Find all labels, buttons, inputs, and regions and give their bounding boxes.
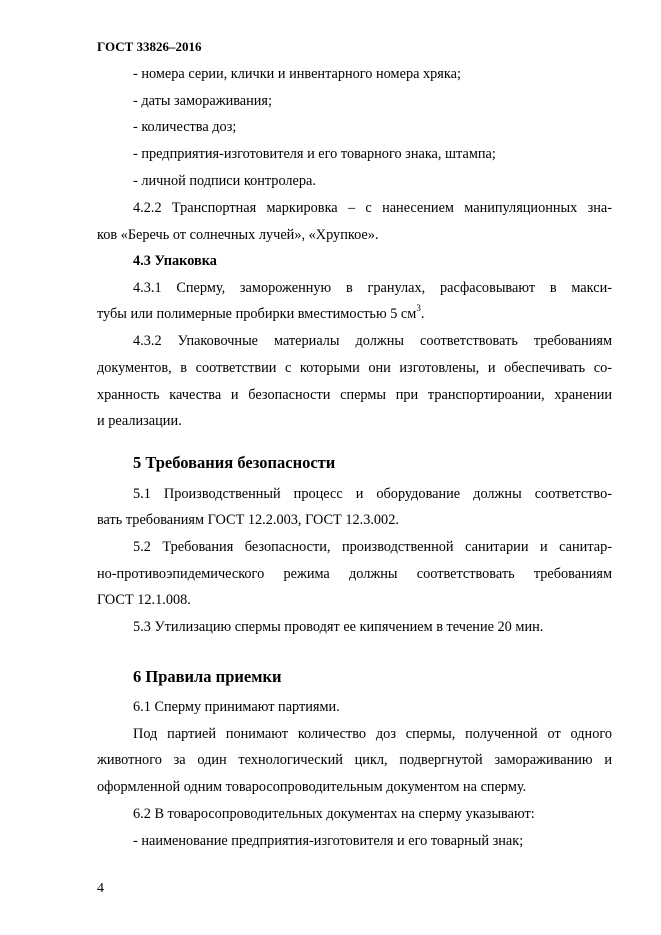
- list-item: - количества доз;: [133, 119, 237, 135]
- list-item: - предприятия-изготовителя и его товарного знака, штампа;: [133, 146, 496, 162]
- page-header: ГОСТ 33826–2016: [97, 39, 202, 54]
- list-item: - личной подписи контролера.: [133, 173, 316, 189]
- paragraph-line: и реализации.: [97, 413, 182, 429]
- list-item: - номера серии, клички и инвентарного номера хряка;: [133, 66, 461, 82]
- paragraph-line: Под партией понимают количество доз спермы, полученной от одного: [133, 726, 612, 742]
- section-heading: 6 Правила приемки: [133, 667, 282, 686]
- paragraph-line: животного за один технологический цикл, подвергнутой замораживанию и: [97, 752, 612, 768]
- paragraph-line: ков «Беречь от солнечных лучей», «Хрупкое».: [97, 227, 379, 243]
- section-heading: 5 Требования безопасности: [133, 453, 336, 472]
- paragraph-line: 6.2 В товаросопроводительных документах на сперму указывают:: [133, 806, 535, 822]
- list-item: - наименование предприятия-изготовителя и его товарный знак;: [133, 833, 524, 849]
- paragraph-line: тубы или полимерные пробирки вместимостью 5 $см^3$.: [97, 303, 425, 322]
- paragraph-line: 5.3 Утилизацию спермы проводят ее кипячением в течение 20 мин.: [133, 619, 544, 635]
- paragraph-line: 4.3.1 Сперму, замороженную в гранулах, расфасовывают в макси-: [133, 280, 612, 296]
- superscript: 3: [416, 303, 421, 314]
- paragraph-line: документов, в соответствии с которыми они изготовлены, и обеспечивать со-: [97, 360, 612, 376]
- paragraph-line: оформленной одним товаросопроводительным документом на сперму.: [97, 779, 527, 795]
- paragraph-line: 6.1 Сперму принимают партиями.: [133, 699, 340, 715]
- list-item: - даты замораживания;: [133, 93, 272, 109]
- paragraph-line: 4.3.2 Упаковочные материалы должны соответствовать требованиям: [133, 333, 612, 349]
- paragraph-line: ГОСТ 12.1.008.: [97, 592, 191, 608]
- page-number: 4: [97, 881, 104, 896]
- paragraph-line: 5.1 Производственный процесс и оборудование должны соответство-: [133, 486, 612, 502]
- paragraph-line: 4.2.2 Транспортная маркировка – с нанесением манипуляционных зна-: [133, 200, 612, 216]
- paragraph-line: 5.2 Требования безопасности, производственной санитарии и санитар-: [133, 539, 612, 555]
- paragraph-line: вать требованиям ГОСТ 12.2.003, ГОСТ 12.3.002.: [97, 512, 399, 528]
- paragraph-line: но-противоэпидемического режима должны соответствовать требованиям: [97, 566, 612, 582]
- paragraph-line: хранность качества и безопасности спермы при транспортироании, хранении: [97, 387, 612, 403]
- subsection-heading: 4.3 Упаковка: [133, 253, 217, 269]
